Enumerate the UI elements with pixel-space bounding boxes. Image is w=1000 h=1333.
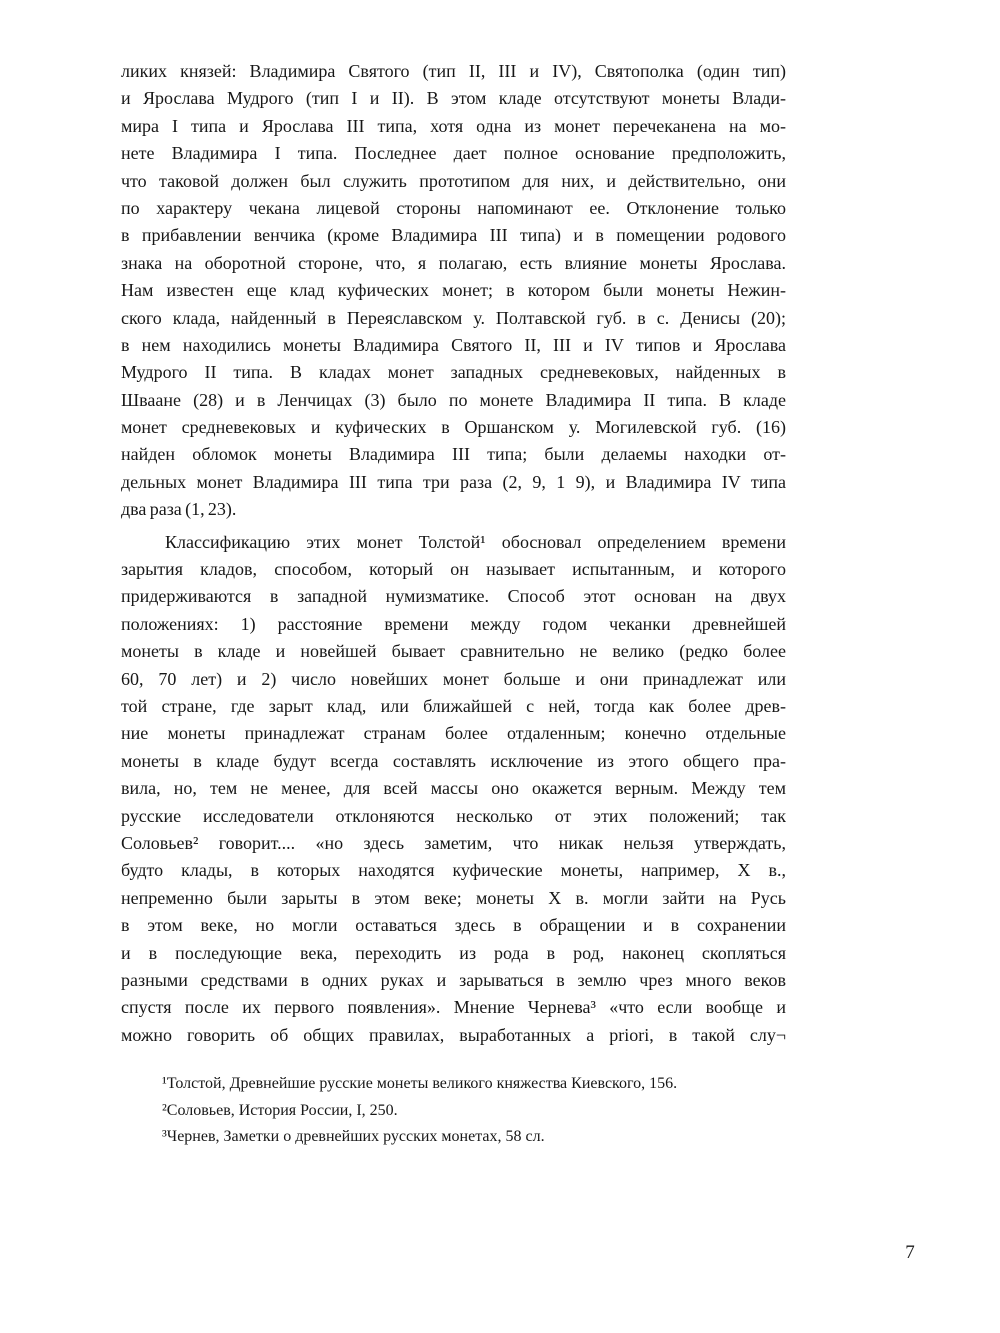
text-line: ликих князей: Владимира Святого (тип II, III и IV), Святополка (один тип) (121, 61, 786, 81)
text-line: в прибавлении венчика (кроме Владимира III типа) и в помещении родового (121, 225, 786, 246)
text-line: дельных монет Владимира III типа три раза (2, 9, 1 9), и Владимира IV типа (121, 471, 786, 492)
text-line: ского клада, найденный в Переяславском у. Полтавской губ. в с. Денисы (20); (121, 307, 786, 328)
text-line: той стране, где зарыт клад, или ближайшей с ней, тогда как более древ- (121, 695, 786, 716)
text-line: спустя после их первого появления». Мнение Чернева³ «что если вообще и (121, 997, 786, 1018)
text-line: и в последующие века, переходить из рода в род, наконец скопляться (121, 942, 786, 963)
page-number: 7 (905, 1242, 915, 1263)
text-line: в этом веке, но могли оставаться здесь в обращении и в сохранении (121, 915, 786, 936)
text-line: найден обломок монеты Владимира III типа; были делаемы находки от- (121, 444, 786, 465)
text-line: придерживаются в западной нумизматике. Способ этот основан на двух (121, 586, 786, 607)
text-line: положениях: 1) расстояние времени между годом чеканки древнейшей (121, 613, 786, 634)
text-line: непременно были зарыты в этом веке; монеты Х в. могли зайти на Русь (121, 887, 786, 908)
text-line: 60, 70 лет) и 2) число новейших монет больше и они принадлежат или (121, 668, 786, 689)
text-line: что таковой должен был служить прототипом для них, и действительно, они (121, 170, 786, 191)
footnote-line: ²Соловьев, История России, I, 250. (162, 1101, 398, 1119)
paragraph-1 (121, 58, 786, 524)
text-line: мира I типа и Ярослава III типа, хотя одна из монет перечеканена на мо- (121, 115, 786, 136)
text-line: Соловьев² говорит.... «но здесь заметим, что никак нельзя утверждать, (121, 832, 786, 853)
text-line: два раза (1, 23). (121, 499, 237, 520)
text-line: Мудрого II типа. В кладах монет западных средневековых, найденных в (121, 362, 786, 383)
text-line: нете Владимира I типа. Последнее дает полное основание предположить, (121, 143, 786, 164)
text-line: вила, но, тем не менее, для всей массы оно окажется верным. Между тем (121, 778, 786, 799)
text-line: по характеру чекана лицевой стороны напоминают ее. Отклонение только (121, 197, 786, 218)
text-line: в нем находились монеты Владимира Святого II, III и IV типов и Ярослава (121, 334, 786, 355)
text-line: и Ярослава Мудрого (тип I и II). В этом кладе отсутствуют монеты Влади- (121, 88, 786, 109)
text-line: зарытия кладов, способом, который он называет испытанным, и которого (121, 559, 786, 580)
page-body-text (121, 58, 786, 1049)
text-line: будто клады, в которых находятся куфические монеты, например, Х в., (121, 860, 786, 881)
text-line: монеты в кладе будут всегда составлять исключение из этого общего пра- (121, 750, 786, 771)
text-line: ние монеты принадлежат странам более отдаленным; конечно отдельные (121, 723, 786, 744)
text-line: монет средневековых и куфических в Оршанском у. Могилевской губ. (16) (121, 417, 786, 438)
text-line: Нам известен еще клад куфических монет; в котором были монеты Нежин- (121, 280, 786, 301)
paragraph-2 (121, 529, 786, 1049)
text-line: русские исследователи отклоняются несколько от этих положений; так (121, 805, 786, 826)
footnote-line: ³Чернев, Заметки о древнейших русских монетах, 58 сл. (162, 1128, 545, 1146)
footnote-line: ¹Толстой, Древнейшие русские монеты великого княжества Киевского, 156. (162, 1075, 678, 1092)
text-line: знака на оборотной стороне, что, я полагаю, есть влияние монеты Ярослава. (121, 252, 786, 273)
text-line: монеты в кладе и новейшей бывает сравнительно не велико (редко более (121, 641, 786, 662)
text-line: Шваане (28) и в Ленчицах (3) было по монете Владимира II типа. В кладе (121, 389, 786, 410)
text-line: разными средствами в одних руках и зарываться в землю чрез много веков (121, 969, 786, 990)
text-line: можно говорить об общих правилах, выработанных a priori, в такой слу¬ (121, 1024, 786, 1045)
footnotes-block (162, 1071, 794, 1151)
text-line: Классификацию этих монет Толстой¹ обосновал определением времени (165, 531, 786, 552)
